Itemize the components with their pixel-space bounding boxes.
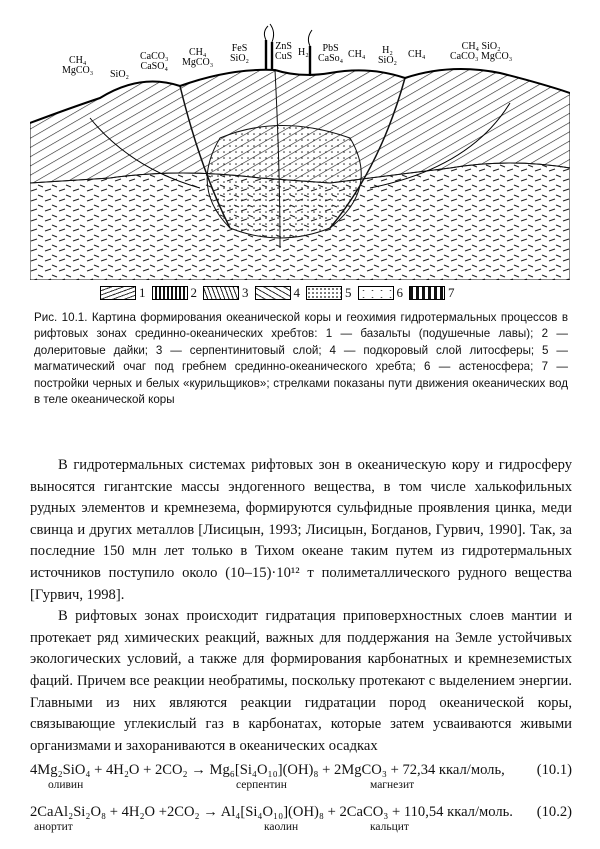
paragraph: В рифтовых зонах происходит гидратация приповерхностных слоев мантии и протекает ряд химических реакций, важных для поддержания на Земле устойчивых экологических условий, а также для формирования карбонатных и кремнеземистых фаций. Причем все реакции необратимы, поскольку протекают с выделением энергии. Главными из них являются реакции гидратации пород океанической коры, связывающие углекислый газ в карбонатах, которые затем усваиваются живыми организмами и захораниваются в океанических осадках <box>30 608 572 754</box>
figure-label: CH₄ <box>348 49 366 60</box>
figure-label: CaCO₃ CaSO₄ <box>140 51 169 72</box>
legend-swatch <box>358 286 394 300</box>
caption-text: Картина формирования океанической коры и геохимия гидротермальных процессов в рифтовых зонах срединно-океанических хребтов: 1 — базальты (подушечные лавы); 2 — долеритовые дайки; 3 — серпентинитовый слой; 4 — подкоровый слой литосферы; 5 — магматический очаг под гребнем срединно-океанического хребта; 6 — астеносфера; 7 — постройки черных и белых «курильщиков»; стрелками показаны пути движения океанических вод в теле океанической коры <box>34 311 568 407</box>
figure-label: H₂ SiO₂ <box>378 45 398 66</box>
legend-item <box>152 285 198 301</box>
mineral-label: оливин <box>48 779 84 791</box>
legend-item <box>203 285 249 301</box>
legend-number: 5 <box>345 285 352 300</box>
mineral-label: серпентин <box>236 779 287 791</box>
equation-number: (10.1) <box>536 762 572 778</box>
legend-swatch <box>203 286 239 300</box>
legend-number: 2 <box>190 285 197 300</box>
mineral-label: кальцит <box>370 821 409 833</box>
legend-swatch <box>409 286 445 300</box>
legend-swatch <box>306 286 342 300</box>
mineral-label: магнезит <box>370 779 415 791</box>
figure-label: FeS SiO₂ <box>230 43 250 64</box>
legend-item <box>358 285 404 301</box>
legend-swatch <box>255 286 291 300</box>
figure-caption <box>34 310 568 408</box>
legend-number: 7 <box>448 285 455 300</box>
mineral-label: анортит <box>34 821 73 833</box>
figure-label: PbS CaSo₄ <box>318 43 344 64</box>
figure-label: CH₄ MgCO₃ <box>62 55 94 76</box>
legend-number: 3 <box>242 285 249 300</box>
figure-label: CH₄ <box>408 49 426 60</box>
body-text <box>30 455 572 757</box>
legend-swatch <box>100 286 136 300</box>
legend-item <box>100 285 146 301</box>
figure-ocean-crust <box>30 18 570 280</box>
legend-item <box>306 285 352 301</box>
equation-formula: 2CaAl₂Si₂O₈ + 4H₂O +2CO₂ → Al₄[Si₄O₁₀](OH)₈ + 2CaCO₃ + 110,54 ккал/моль. <box>30 804 513 820</box>
equation-formula: 4Mg₂SiO₄ + 4H₂O + 2CO₂ → Mg₆[Si₄O₁₀](OH)₈ + 2MgCO₃ + 72,34 ккал/моль, <box>30 762 505 778</box>
figure-label: ZnS CuS <box>275 41 293 62</box>
figure-legend <box>100 284 520 302</box>
legend-number: 1 <box>139 285 146 300</box>
legend-number: 4 <box>293 285 300 300</box>
equation-10-1 <box>30 762 572 793</box>
legend-swatch <box>152 286 188 300</box>
legend-item <box>255 285 301 301</box>
mineral-label: каолин <box>264 821 299 833</box>
legend-number: 6 <box>396 285 403 300</box>
figure-label: SiO₂ <box>110 69 130 80</box>
equation-number: (10.2) <box>536 804 572 820</box>
figure-label: CH₄ MgCO₃ <box>182 47 214 68</box>
paragraph: В гидротермальных системах рифтовых зон в океаническую кору и гидросферу выносятся гигантские массы эндогенного вещества, в том числе халькофильных рудных элементов и кремнезема, формируются сульфидные проявления цинка, меди свинца и других металлов [Лисицын, 1993; Лисицын, Богданов, Гурвич, 1990]. Так, за последние 150 млн лет только в Тихом океане таким путем из гидротермальных источников поступило около (10–15)·10¹² т полиметаллического рудного вещества [Гурвич, 1998]. <box>30 457 572 603</box>
caption-label: Рис. 10.1. <box>34 311 88 324</box>
equation-10-2 <box>30 804 572 835</box>
figure-label: H₂ <box>298 47 309 58</box>
figure-label: CH₄ SiO₂ CaCO₃ MgCO₃ <box>450 41 513 62</box>
legend-item <box>409 285 455 301</box>
